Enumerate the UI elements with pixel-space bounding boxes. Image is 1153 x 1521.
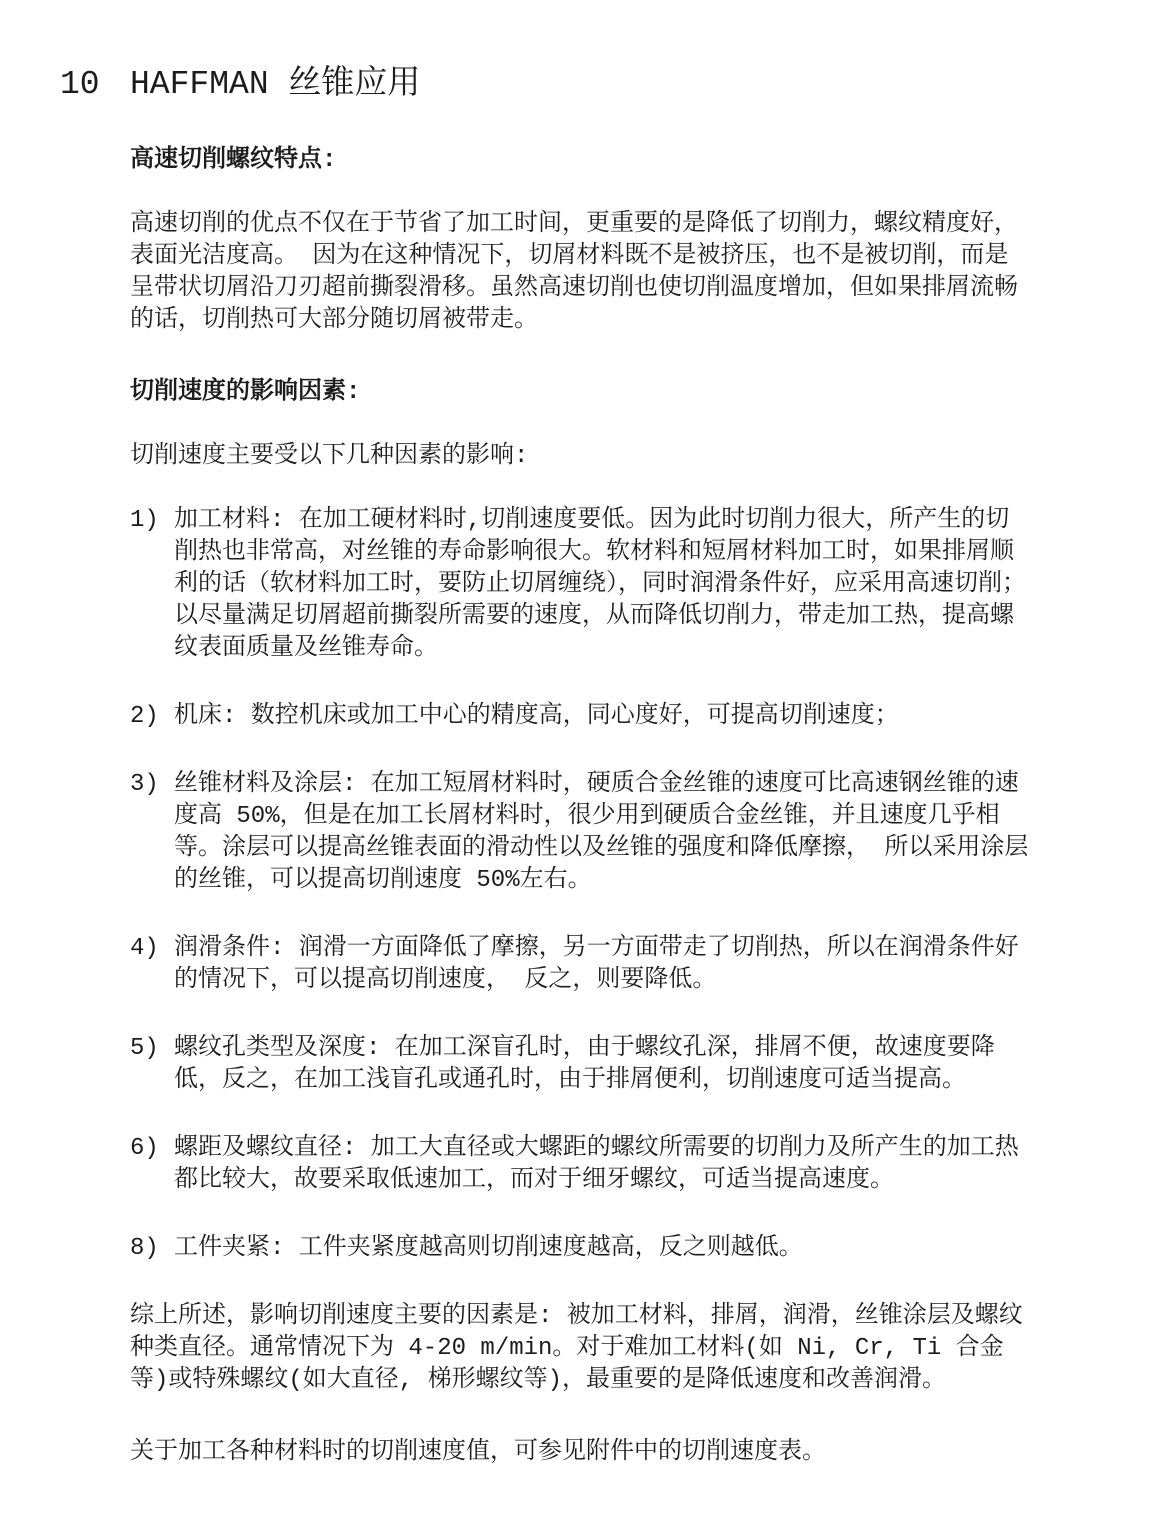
chapter-number: 10 <box>60 66 100 103</box>
factor-text: 工件夹紧: 工件夹紧度越高则切削速度越高，反之则越低。 <box>174 1235 803 1262</box>
factor-number: 2) <box>130 703 159 730</box>
factor-number: 3) <box>130 771 159 798</box>
factor-number: 5) <box>130 1035 159 1062</box>
factor-text: 丝锥材料及涂层: 在加工短屑材料时，硬质合金丝锥的速度可比高速钢丝锥的速度高 50%，但是在加工长屑材料时，很少用到硬质合金丝锥，并且速度几乎相等。涂层可以提高丝锥表面的滑动性以及丝锥的强度和降低摩擦， 所以采用涂层的丝锥，可以提高切削速度 50%左右。 <box>174 771 1029 894</box>
paragraph-closing: 关于加工各种材料时的切削速度值，可参见附件中的切削速度表。 <box>130 1439 826 1466</box>
factor-number: 1) <box>130 507 159 534</box>
heading-cutting-speed-factors: 切削速度的影响因素: <box>130 379 361 406</box>
factor-item <box>130 701 1030 733</box>
factor-item <box>130 505 1030 665</box>
factor-number: 6) <box>130 1135 159 1162</box>
factor-text: 螺距及螺纹直径: 加工大直径或大螺距的螺纹所需要的切削力及所产生的加工热都比较大，故要采取低速加工，而对于细牙螺纹，可适当提高速度。 <box>174 1135 1019 1194</box>
factor-number: 4) <box>130 935 159 962</box>
factor-item <box>130 1133 1030 1197</box>
chapter-title-text: HAFFMAN 丝锥应用 <box>130 66 421 103</box>
chapter-title <box>60 64 1060 105</box>
factor-text: 加工材料: 在加工硬材料时,切削速度要低。因为此时切削力很大，所产生的切削热也非常高，对丝锥的寿命影响很大。软材料和短屑材料加工时，如果排屑顺利的话（软材料加工时，要防止切屑缠绕），同时润滑条件好，应采用高速切削；以尽量满足切屑超前撕裂所需要的速度，从而降低切削力，带走加工热，提高螺纹表面质量及丝锥寿命。 <box>174 507 1026 662</box>
document-body <box>130 145 1030 1469</box>
factor-item <box>130 769 1030 897</box>
factor-list <box>130 505 1030 1265</box>
factor-number: 8) <box>130 1235 159 1262</box>
paragraph-high-speed-thread-features: 高速切削的优点不仅在于节省了加工时间，更重要的是降低了切削力，螺纹精度好，表面光洁度高。 因为在这种情况下，切屑材料既不是被挤压，也不是被切削，而是呈带状切屑沿刀刃超前撕裂滑移。虽然高速切削也使切削温度增加，但如果排屑流畅的话，切削热可大部分随切屑被带走。 <box>130 211 1018 334</box>
factor-item <box>130 1233 1030 1265</box>
heading-high-speed-thread-features: 高速切削螺纹特点: <box>130 147 337 174</box>
factor-text: 螺纹孔类型及深度: 在加工深盲孔时，由于螺纹孔深，排屑不便，故速度要降低，反之，在加工浅盲孔或通孔时，由于排屑便利，切削速度可适当提高。 <box>174 1035 995 1094</box>
factor-text: 机床: 数控机床或加工中心的精度高，同心度好，可提高切削速度； <box>174 703 899 730</box>
factor-item <box>130 933 1030 997</box>
factor-item <box>130 1033 1030 1097</box>
paragraph-summary: 综上所述，影响切削速度主要的因素是: 被加工材料，排屑，润滑，丝锥涂层及螺纹种类直径。通常情况下为 4-20 m/min。对于难加工材料(如 Ni, Cr, Ti 合金等)或特殊螺纹(如大直径, 梯形螺纹等)，最重要的是降低速度和改善润滑。 <box>130 1303 1023 1394</box>
paragraph-factors-intro: 切削速度主要受以下几种因素的影响: <box>130 443 529 470</box>
factor-text: 润滑条件: 润滑一方面降低了摩擦，另一方面带走了切削热，所以在润滑条件好的情况下，可以提高切削速度， 反之，则要降低。 <box>174 935 1019 994</box>
